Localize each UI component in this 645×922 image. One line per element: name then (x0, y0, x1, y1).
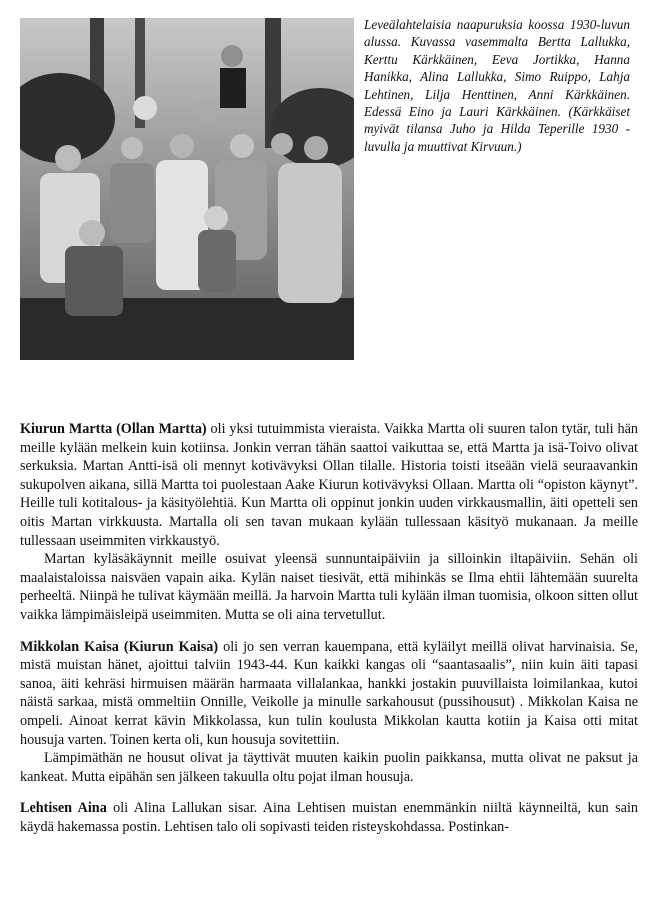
person-name: Mikkolan Kaisa (Kiurun Kaisa) (20, 638, 219, 655)
paragraph-kiurun-martta (20, 420, 638, 550)
photo-illustration (20, 18, 354, 360)
person-name: Kiurun Martta (Ollan Martta) (20, 421, 207, 437)
person-name: Lehtisen Aina (20, 800, 107, 817)
group-photograph (20, 18, 354, 360)
paragraph-mikkolan-kaisa (20, 638, 638, 750)
paragraph-text: oli Alina Lallukan sisar. Aina Lehtisen muistan enemmänkin niiltä käynneiltä, kun sain käydä hakemassa postin. Lehtisen talo oli sopivasti teiden risteyskohdassa. Postinkan- (20, 800, 638, 835)
paragraph-martan-kylakaynnit: Martan kyläsäkäynnit meille osuivat yleensä sunnuntaipäiviin ja silloinkin iltapäiviin. Sehän oli maalaistaloissa naisväen vapain aika. Kylän naiset tiesivät, että mihinkäs se Ilma ehtii lähtemään suurelta perheeltä. Niinpä he tulivat käymään meillä. Ja harvoin Martta tuli kylään ilman tuomisia, olkoon sitten ollut vaikka lämpimäisleipä useimmiten. Mutta se oli aina tervetullut. (20, 551, 638, 623)
paragraph-text: oli yksi tutuimmista vieraista. Vaikka Martta oli suuren talon tytär, tuli hän meille kylään melkein kuin kotiinsa. Jonkin verran tähän saattoi vaikuttaa se, että Martta ja isä-Toivo olivat serkuksia. Martan Antti-isä oli mennyt kotivävyksi Ollan tilalle. Historia toisti itseään vielä seuraavankin sukupolven aikana, sillä Martta toi puolestaan Aake Kiurun kotivävyksi Ollaan. Martta oli “opiston käynyt”. Heille tuli kotitalous- ja käsityölehtiä. Kun Martta oli oppinut jonkin uuden virkkausmallin, äiti opetteli sen oitis Martan virkkuusta. Martalla oli sen tavan mukaan kylään tullessaan käsityö mukanaan. Ja meille tullessaan useimmiten virkkaustyö. (20, 421, 638, 549)
paragraph-text: oli jo sen verran kauempana, että kyläilyt meillä olivat harvinaisia. Se, mistä muistan hänet, ajoittui talviin 1943-44. Kun kaikki kangas oli “saantasaalis”, niin kuin äiti tapasi sanoa, äiti kehräsi hirmuisen määrän harmaata villalankaa, hankki jostakin puuvillaista loimilankaa, kutoi näistä sarkaa, mistä ommeltiin Onnille, Veikolle ja minulle sarkahousut (pussihousut) . Mikkolan Kaisa ne ompeli. Ainoat kerrat kävin Mikkolassa, kun tulin koulusta Mikkolan kautta kotiin ja Kaisa otti mitat housuja varten. Toinen kerta oli, kun housuja sovitettiin. (20, 638, 638, 748)
paragraph-housut: Lämpimäthän ne housut olivat ja täyttivät muuten kaikin puolin paikkansa, mutta olivat ne paksut ja kankeat. Mutta eipähän sen jälkeen takuulla oltu pojat ilman housuja. (20, 750, 638, 785)
paragraph-lehtisen-aina (20, 799, 638, 836)
article-body (20, 420, 638, 836)
photo-caption: Leveälahtelaisia naapuruksia koossa 1930-luvun alussa. Kuvassa vasemmalta Bertta Lallukka, Kerttu Kärkkäinen, Eeva Jortikka, Hanna Hanikka, Alina Lallukka, Simo Ruippo, Lahja Lehtinen, Lilja Henttinen, Anni Kärkkäinen. Edessä Eino ja Lauri Kärkkäinen. (Kärkkäiset myivät tilansa Juho ja Hilda Teperille 1930 -luvulla ja muuttivat Kirvuun.) (364, 17, 630, 154)
